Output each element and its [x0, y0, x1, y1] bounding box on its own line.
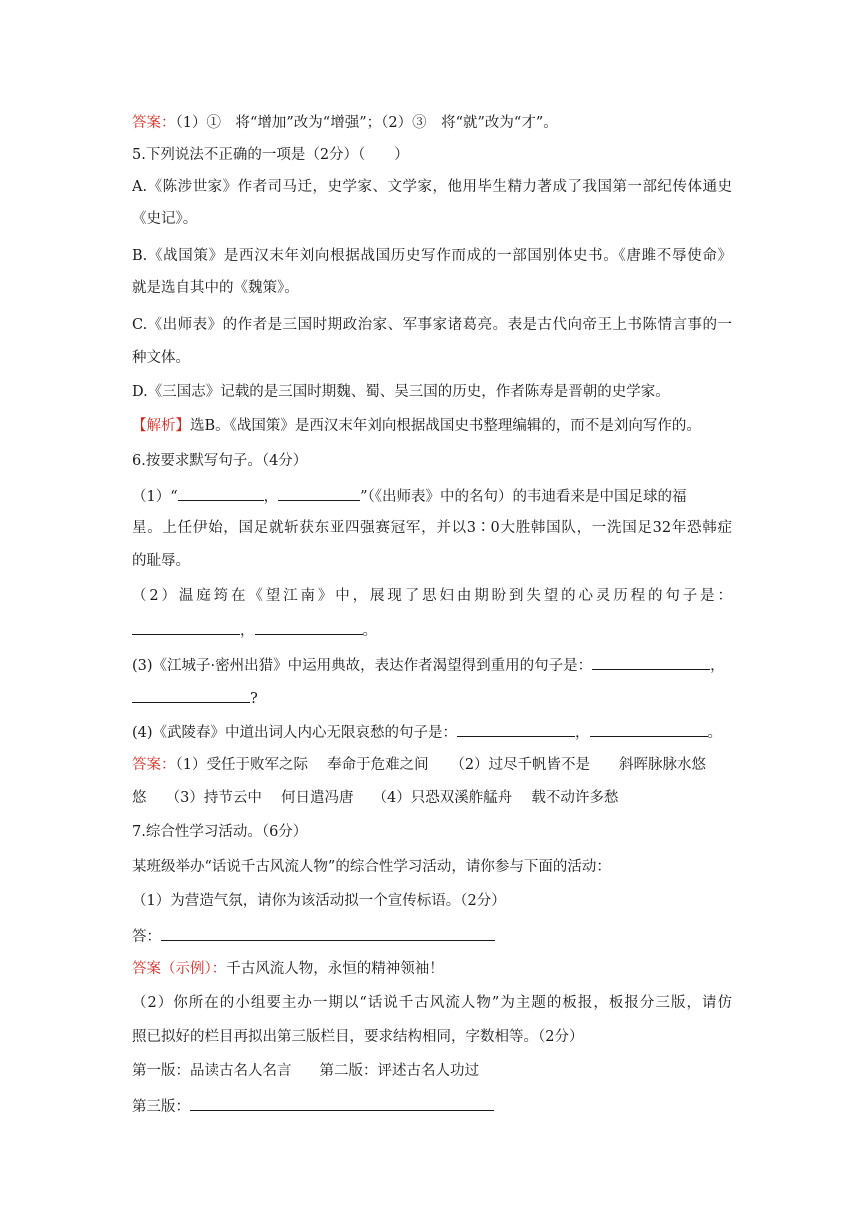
- q6-p3-comma: ，: [710, 658, 725, 674]
- q6-p2-end: 。: [362, 623, 377, 639]
- edition-2: 第二版：评述古名人功过: [319, 1063, 479, 1079]
- q5-option-c-line1: C.《出师表》的作者是三国时期政治家、军事家诸葛亮。表是古代向帝王上书陈情言事的一: [132, 317, 732, 333]
- q5-option-b-line1: B.《战国策》是西汉末年刘向根据战国历史写作而成的一部国别体史书。《唐雎不辱使命》: [132, 248, 732, 264]
- q6-stem: 6.按要求默写句子。（4分）: [132, 453, 308, 469]
- q6-p1-prefix: （1）“: [132, 489, 178, 505]
- q6-p1-suffix: ”（《出师表》中的名句）的韦迪看来是中国足球的福: [360, 489, 687, 505]
- q6-p2-line2: [132, 620, 732, 641]
- fill-blank[interactable]: [592, 655, 710, 670]
- q5-option-a-line1: A.《陈涉世家》作者司马迁，史学家、文学家，他用毕生精力著成了我国第一部纪传体通史: [132, 179, 732, 195]
- edition-1: 第一版：品读古名人名言: [132, 1063, 292, 1079]
- answer-prompt: 答：: [132, 929, 161, 945]
- answer-label: 答案：: [132, 757, 176, 773]
- q6-p1-line2: 星。上任伊始，国足就斩获东亚四强赛冠军，并以3∶0大胜韩国队，一洗国足32年恐韩症: [132, 520, 732, 536]
- fill-blank[interactable]: [132, 688, 250, 703]
- answer-blank[interactable]: [161, 926, 495, 941]
- fill-blank[interactable]: [132, 620, 240, 635]
- q6-p4-text: (4)《武陵春》中道出词人内心无限哀愁的句子是：: [132, 725, 458, 741]
- q7-stem: 7.综合性学习活动。（6分）: [132, 824, 308, 840]
- edition-3: 第三版：: [132, 1099, 190, 1115]
- q6-p3-text: (3)《江城子·密州出猎》中运用典故，表达作者渴望得到重用的句子是：: [132, 658, 593, 674]
- q6-answer-line1: [132, 755, 732, 775]
- q6-p4-comma: ，: [575, 725, 590, 741]
- q6-p3-line2: [132, 688, 732, 709]
- fill-blank[interactable]: [278, 486, 360, 501]
- q6-p1-line3: 的耻辱。: [132, 553, 190, 569]
- q6-p3-end: ?: [250, 691, 258, 707]
- answer-text: （1）① 将“增加”改为“增强”；（2）③ 将“就”改为“才”。: [175, 115, 558, 131]
- answer-blank[interactable]: [190, 1096, 494, 1111]
- q6-p4-end: 。: [707, 725, 723, 741]
- answer-label: 答案：: [132, 115, 176, 131]
- q6-p2-line1: （2）温庭筠在《望江南》中，展现了思妇由期盼到失望的心灵历程的句子是：: [132, 588, 732, 604]
- q7-example-answer: [132, 959, 732, 979]
- q5-stem: 5.下列说法不正确的一项是（2分）（ ）: [132, 147, 409, 163]
- q7-sub2-line2: 照已拟好的栏目再拟出第三版栏目，要求结构相同，字数相等。（2分）: [132, 1029, 584, 1045]
- q7-intro: 某班级举办“话说千古风流人物”的综合性学习活动，请你参与下面的活动：: [132, 859, 611, 875]
- example-text: 千古风流人物，永恒的精神领袖！: [226, 961, 444, 977]
- fill-blank[interactable]: [457, 722, 575, 737]
- analysis-text: 选B。《战国策》是西汉末年刘向根据战国史书整理编辑的，而不是刘向写作的。: [190, 418, 701, 434]
- q7-sub2-line1: （2）你所在的小组要主办一期以“话说千古风流人物”为主题的板报，板报分三版，请仿: [132, 995, 732, 1011]
- q6-p3-line1: [132, 655, 732, 676]
- analysis-label: 【解析】: [132, 418, 190, 434]
- example-label: 答案（示例）：: [132, 961, 227, 977]
- q6-p4-line1: [132, 722, 732, 743]
- q7-answer-line: [132, 926, 732, 947]
- q7-sub1: （1）为营造气氛，请你为该活动拟一个宣传标语。（2分）: [132, 893, 506, 909]
- q5-option-b-line2: 就是选自其中的《魏策》。: [132, 280, 299, 296]
- fill-blank[interactable]: [178, 486, 264, 501]
- q6-p2-comma: ，: [240, 623, 255, 639]
- q7-edition3-line: [132, 1096, 732, 1117]
- q6-p1-line1: [132, 486, 732, 507]
- q7-editions: [132, 1061, 732, 1081]
- answer-text: （1）受任于败军之际 奉命于危难之间 （2）过尽千帆皆不是 斜晖脉脉水悠: [175, 757, 707, 773]
- q4-answer-line: [132, 113, 732, 133]
- q5-option-d: D.《三国志》记载的是三国时期魏、蜀、吴三国的历史，作者陈寿是晋朝的史学家。: [132, 384, 670, 400]
- q6-p1-comma: ，: [263, 489, 279, 505]
- fill-blank[interactable]: [590, 722, 708, 737]
- q5-option-a-line2: 《史记》。: [132, 211, 198, 227]
- fill-blank[interactable]: [255, 620, 363, 635]
- q6-answer-line2: 悠 （3）持节云中 何日遣冯唐 （4）只恐双溪舴艋舟 载不动许多愁: [132, 790, 619, 806]
- q5-analysis: [132, 416, 732, 436]
- q5-option-c-line2: 种文体。: [132, 350, 190, 366]
